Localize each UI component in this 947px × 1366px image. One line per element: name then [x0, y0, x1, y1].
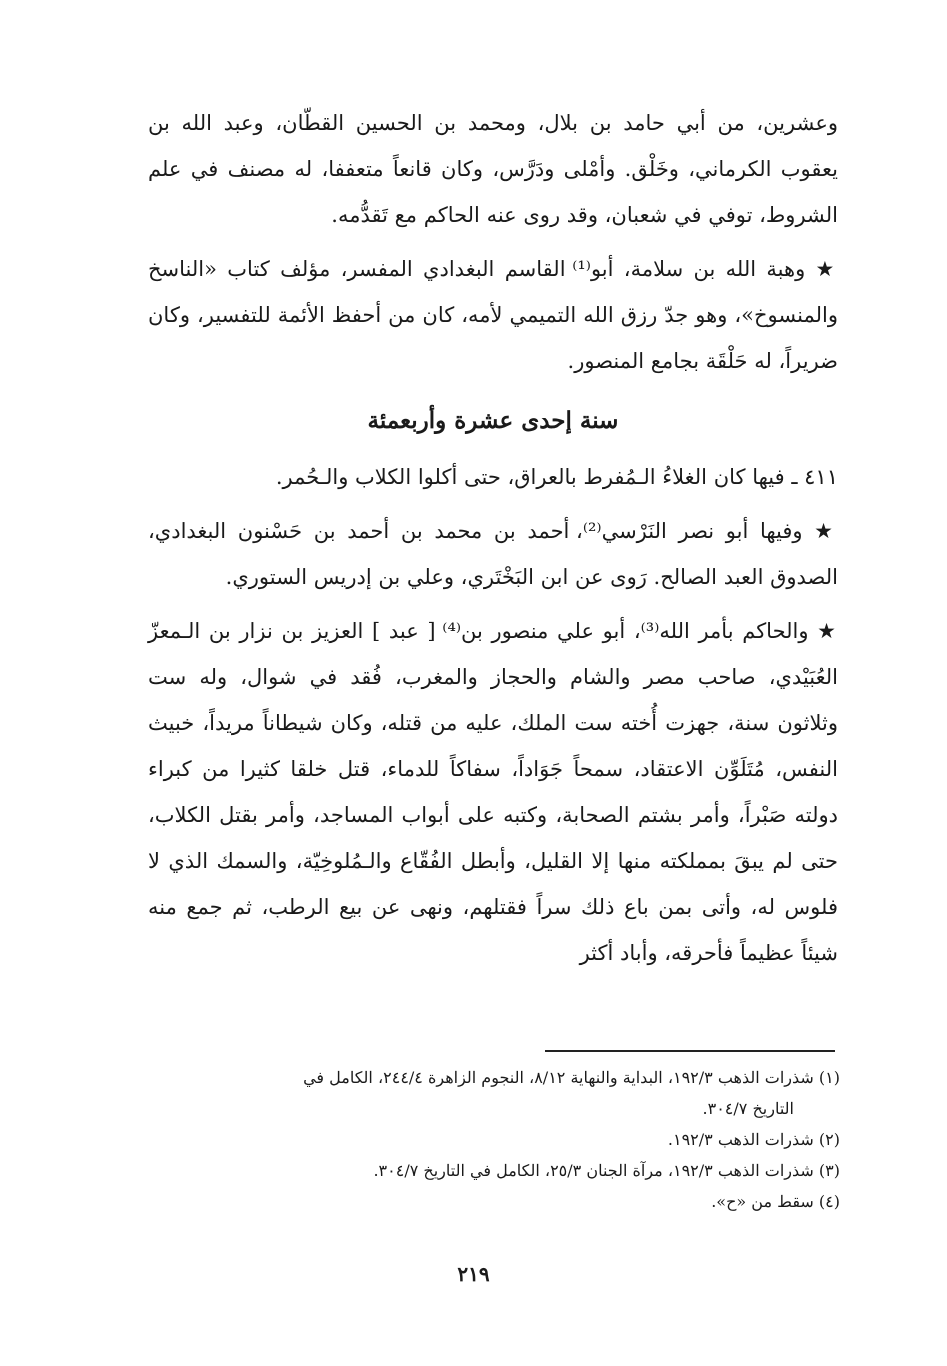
main-text [148, 100, 838, 984]
footnotes [140, 1062, 840, 1217]
paragraph: ★ وهبة الله بن سلامة، أبو⁽¹⁾ القاسم البغدادي المفسر، مؤلف كتاب «الناسخ والمنسوخ»، وهو جدّ رزق الله التميمي لأمه، كان من أحفظ الأئمة للتفسير، وكان ضريراً، له حَلْقَة بجامع المنصور. [148, 257, 838, 373]
footnote-divider [545, 1050, 835, 1052]
page-number: ٢١٩ [457, 1262, 490, 1286]
footnote: (٢) شذرات الذهب ١٩٢/٣. [667, 1130, 840, 1149]
paragraph: ★ وفيها أبو نصر النَرْسي⁽²⁾، أحمد بن محمد بن أحمد بن حَسْنون البغدادي، الصدوق العبد الصالح. رَوى عن ابن البَخْتَري، وعلي بن إدريس الستوري. [148, 519, 838, 589]
paragraph: وعشرين، من أبي حامد بن بلال، ومحمد بن الحسين القطّان، وعبد الله بن يعقوب الكرماني، وخَلْق. وأمْلى ودَرَّس، وكان قانعاً متعففا، له مصنف في علم الشروط، توفي في شعبان، وقد روى عنه الحاكم مع تَقدُّمه. [148, 111, 838, 227]
section-heading: سنة إحدى عشرة وأربعمئة [367, 407, 619, 434]
paragraph: ★ والحاكم بأمر الله⁽³⁾، أبو علي منصور بن⁽⁴⁾ [ عبد ] العزيز بن نزار بن الـمعزّ العُبَيْدي، صاحب مصر والشام والحجاز والمغرب، فُقد في شوال، وله ست وثلاثون سنة، جهزت أُخته ست الملك، عليه من قتله، وكان شيطاناً مريداً، خبيث النفس، مُتَلَوِّن الاعتقاد، سمحاً جَوَاداً، سفاكاً للدماء، قتل خلقا كثيرا من كبراء دولته صَبْراً، وأمر بشتم الصحابة، وكتبه على أبواب المساجد، وأمر بقتل الكلاب، حتى لم يبقَ بمملكته منها إلا القليل، وأبطل الفُقّاع والـمُلوخِيّة، والسمك الذي لا فلوس له، وأتى بمن باع ذلك سراً فقتلهم، ونهى عن بيع الرطب، ثم جمع منه شيئاً عظيماً فأحرقه، وأباد أكثر [148, 619, 838, 965]
footnote: (٣) شذرات الذهب ١٩٢/٣، مرآة الجنان ٢٥/٣، الكامل في التاريخ ٣٠٤/٧. [373, 1161, 840, 1180]
footnote-continuation: التاريخ ٣٠٤/٧. [702, 1099, 794, 1118]
footnote: (١) شذرات الذهب ١٩٢/٣، البداية والنهاية ٨/١٢، النجوم الزاهرة ٢٤٤/٤، الكامل في [303, 1068, 840, 1087]
footnote: (٤) سقط من «ح». [711, 1192, 840, 1211]
paragraph: ٤١١ ـ فيها كان الغلاءُ الـمُفرط بالعراق، حتى أكلوا الكلاب والـحُمر. [275, 465, 838, 489]
